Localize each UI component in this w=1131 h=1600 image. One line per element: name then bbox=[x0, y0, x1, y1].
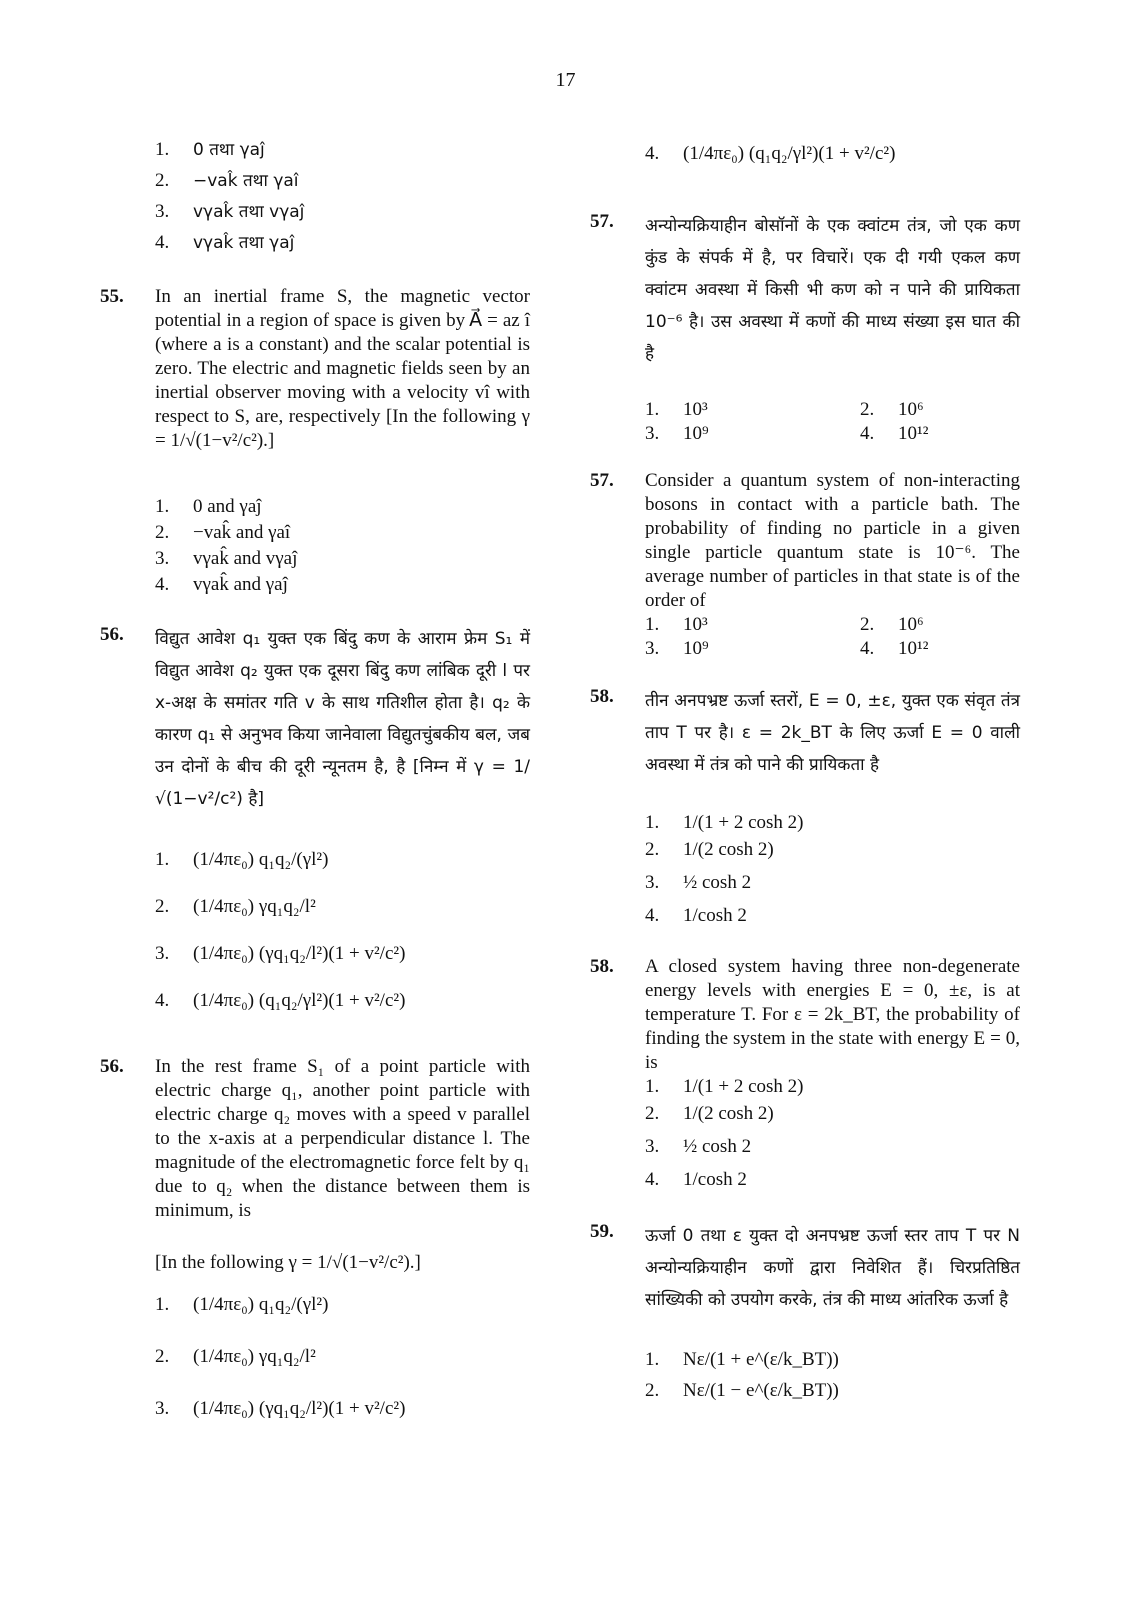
option-2: 2. (1/4πε₀) γq₁q₂/l² bbox=[155, 896, 316, 917]
option-2: 2. 1/(2 cosh 2) bbox=[645, 1103, 774, 1124]
option-1: 1. (1/4πε₀) q₁q₂/(γl²) bbox=[155, 849, 329, 870]
question-number: 58. bbox=[590, 686, 614, 707]
option-3: 3. vγak̂ and vγaĵ bbox=[155, 548, 298, 569]
option-1: 1. 0 and γaĵ bbox=[155, 496, 262, 517]
option-2: 2. −vak̂ and γaî bbox=[155, 522, 291, 543]
question-note: [In the following γ = 1/√(1−v²/c²).] bbox=[155, 1252, 421, 1273]
option-1: 1. (1/4πε₀) q₁q₂/(γl²) bbox=[155, 1294, 329, 1315]
option-2: 2. −vak̂ तथा γaî bbox=[155, 170, 299, 191]
option-4: 4. 10¹² bbox=[860, 423, 929, 444]
option-3: 3. vγak̂ तथा vγaĵ bbox=[155, 201, 305, 222]
question-text: In the rest frame S₁ of a point particle with electric charge q₁, another point particle with electric charge q₂ moves with a speed v parallel to the x-axis at a perpendicular distance l. The magnitude of the electromagnetic force felt by q₁ due to q₂ when the distance between them is minimum, is bbox=[155, 1056, 530, 1221]
option-4: 4. 1/cosh 2 bbox=[645, 905, 747, 926]
option-2: 2. (1/4πε₀) γq₁q₂/l² bbox=[155, 1346, 316, 1367]
question-number: 58. bbox=[590, 956, 614, 977]
option-4: 4. (1/4πε₀) (q₁q₂/γl²)(1 + v²/c²) bbox=[155, 990, 406, 1011]
option-1: 1. 10³ bbox=[645, 614, 708, 635]
question-text: अन्योन्यक्रियाहीन बोसॉनों के एक क्वांटम तंत्र, जो एक कण कुंड के संपर्क में है, पर विचारें। एक दी गयी एकल कण क्वांटम अवस्था में किसी भी कण को न पाने की प्रायिकता 10⁻⁶ है। उस अवस्था में कणों की माध्य संख्या इस घात की है bbox=[645, 216, 1020, 364]
option-2: 2. 1/(2 cosh 2) bbox=[645, 839, 774, 860]
option-1: 1. 0 तथा γaĵ bbox=[155, 139, 265, 160]
option-2: 2. Nε/(1 − e^(ε/k_BT)) bbox=[645, 1380, 839, 1401]
option-3: 3. (1/4πε₀) (γq₁q₂/l²)(1 + v²/c²) bbox=[155, 1398, 406, 1419]
question-number: 55. bbox=[100, 286, 124, 307]
option-3: 3. ½ cosh 2 bbox=[645, 1136, 752, 1157]
option-3: 3. ½ cosh 2 bbox=[645, 872, 752, 893]
option-4: 4. 10¹² bbox=[860, 638, 929, 659]
option-1: 1. 1/(1 + 2 cosh 2) bbox=[645, 1076, 804, 1097]
option-1: 1. 1/(1 + 2 cosh 2) bbox=[645, 812, 804, 833]
question-text: तीन अनपभ्रष्ट ऊर्जा स्तरों, E = 0, ±ε, युक्त एक संवृत तंत्र ताप T पर है। ε = 2k_BT के लिए ऊर्जा E = 0 वाली अवस्था में तंत्र को पाने की प्रायिकता है bbox=[645, 691, 1020, 775]
question-text: विद्युत आवेश q₁ युक्त एक बिंदु कण के आराम फ्रेम S₁ में विद्युत आवेश q₂ युक्त एक दूसरा बिंदु कण लांबिक दूरी l पर x-अक्ष के समांतर गति v के साथ गतिशील होता है। q₂ के कारण q₁ से अनुभव किया जानेवाला विद्युतचुंबकीय बल, जब उन दोनों के बीच की दूरी न्यूनतम है, है [निम्न में γ = 1/√(1−v²/c²) है] bbox=[155, 629, 530, 809]
option-4: 4. (1/4πε₀) (q₁q₂/γl²)(1 + v²/c²) bbox=[645, 143, 896, 164]
option-1: 1. 10³ bbox=[645, 399, 708, 420]
page-number: 17 bbox=[555, 69, 576, 91]
option-3: 3. (1/4πε₀) (γq₁q₂/l²)(1 + v²/c²) bbox=[155, 943, 406, 964]
option-4: 4. 1/cosh 2 bbox=[645, 1169, 747, 1190]
option-4: 4. vγak̂ तथा γaĵ bbox=[155, 232, 295, 253]
option-4: 4. vγak̂ and γaĵ bbox=[155, 574, 288, 595]
question-number: 57. bbox=[590, 470, 614, 491]
question-number: 57. bbox=[590, 211, 614, 232]
option-1: 1. Nε/(1 + e^(ε/k_BT)) bbox=[645, 1349, 839, 1370]
option-3: 3. 10⁹ bbox=[645, 638, 709, 659]
question-text: ऊर्जा 0 तथा ε युक्त दो अनपभ्रष्ट ऊर्जा स्तर ताप T पर N अन्योन्यक्रियाहीन कणों द्वारा निवेशित हैं। चिरप्रतिष्ठित सांख्यिकी को उपयोग करके, तंत्र की माध्य आंतरिक ऊर्जा है bbox=[645, 1226, 1020, 1310]
question-number: 59. bbox=[590, 1221, 614, 1242]
question-number: 56. bbox=[100, 624, 124, 645]
option-2: 2. 10⁶ bbox=[860, 614, 924, 635]
question-text: In an inertial frame S, the magnetic vector potential in a region of space is given by A⃗ = az î (where a is a constant) and the scalar potential is zero. The electric and magnetic fields seen by an inertial observer moving with a velocity vî with respect to S, are, respectively [In the following γ = 1/√(1−v²/c²).] bbox=[155, 286, 530, 451]
option-2: 2. 10⁶ bbox=[860, 399, 924, 420]
option-3: 3. 10⁹ bbox=[645, 423, 709, 444]
question-number: 56. bbox=[100, 1056, 124, 1077]
question-text: Consider a quantum system of non-interacting bosons in contact with a particle bath. The probability of finding no particle in a given single particle quantum state is 10⁻⁶. The average number of particles in that state is of the order of bbox=[645, 470, 1020, 611]
question-text: A closed system having three non-degenerate energy levels with energies E = 0, ±ε, is at temperature T. For ε = 2k_BT, the probability of finding the system in the state with energy E = 0, is bbox=[645, 956, 1020, 1073]
